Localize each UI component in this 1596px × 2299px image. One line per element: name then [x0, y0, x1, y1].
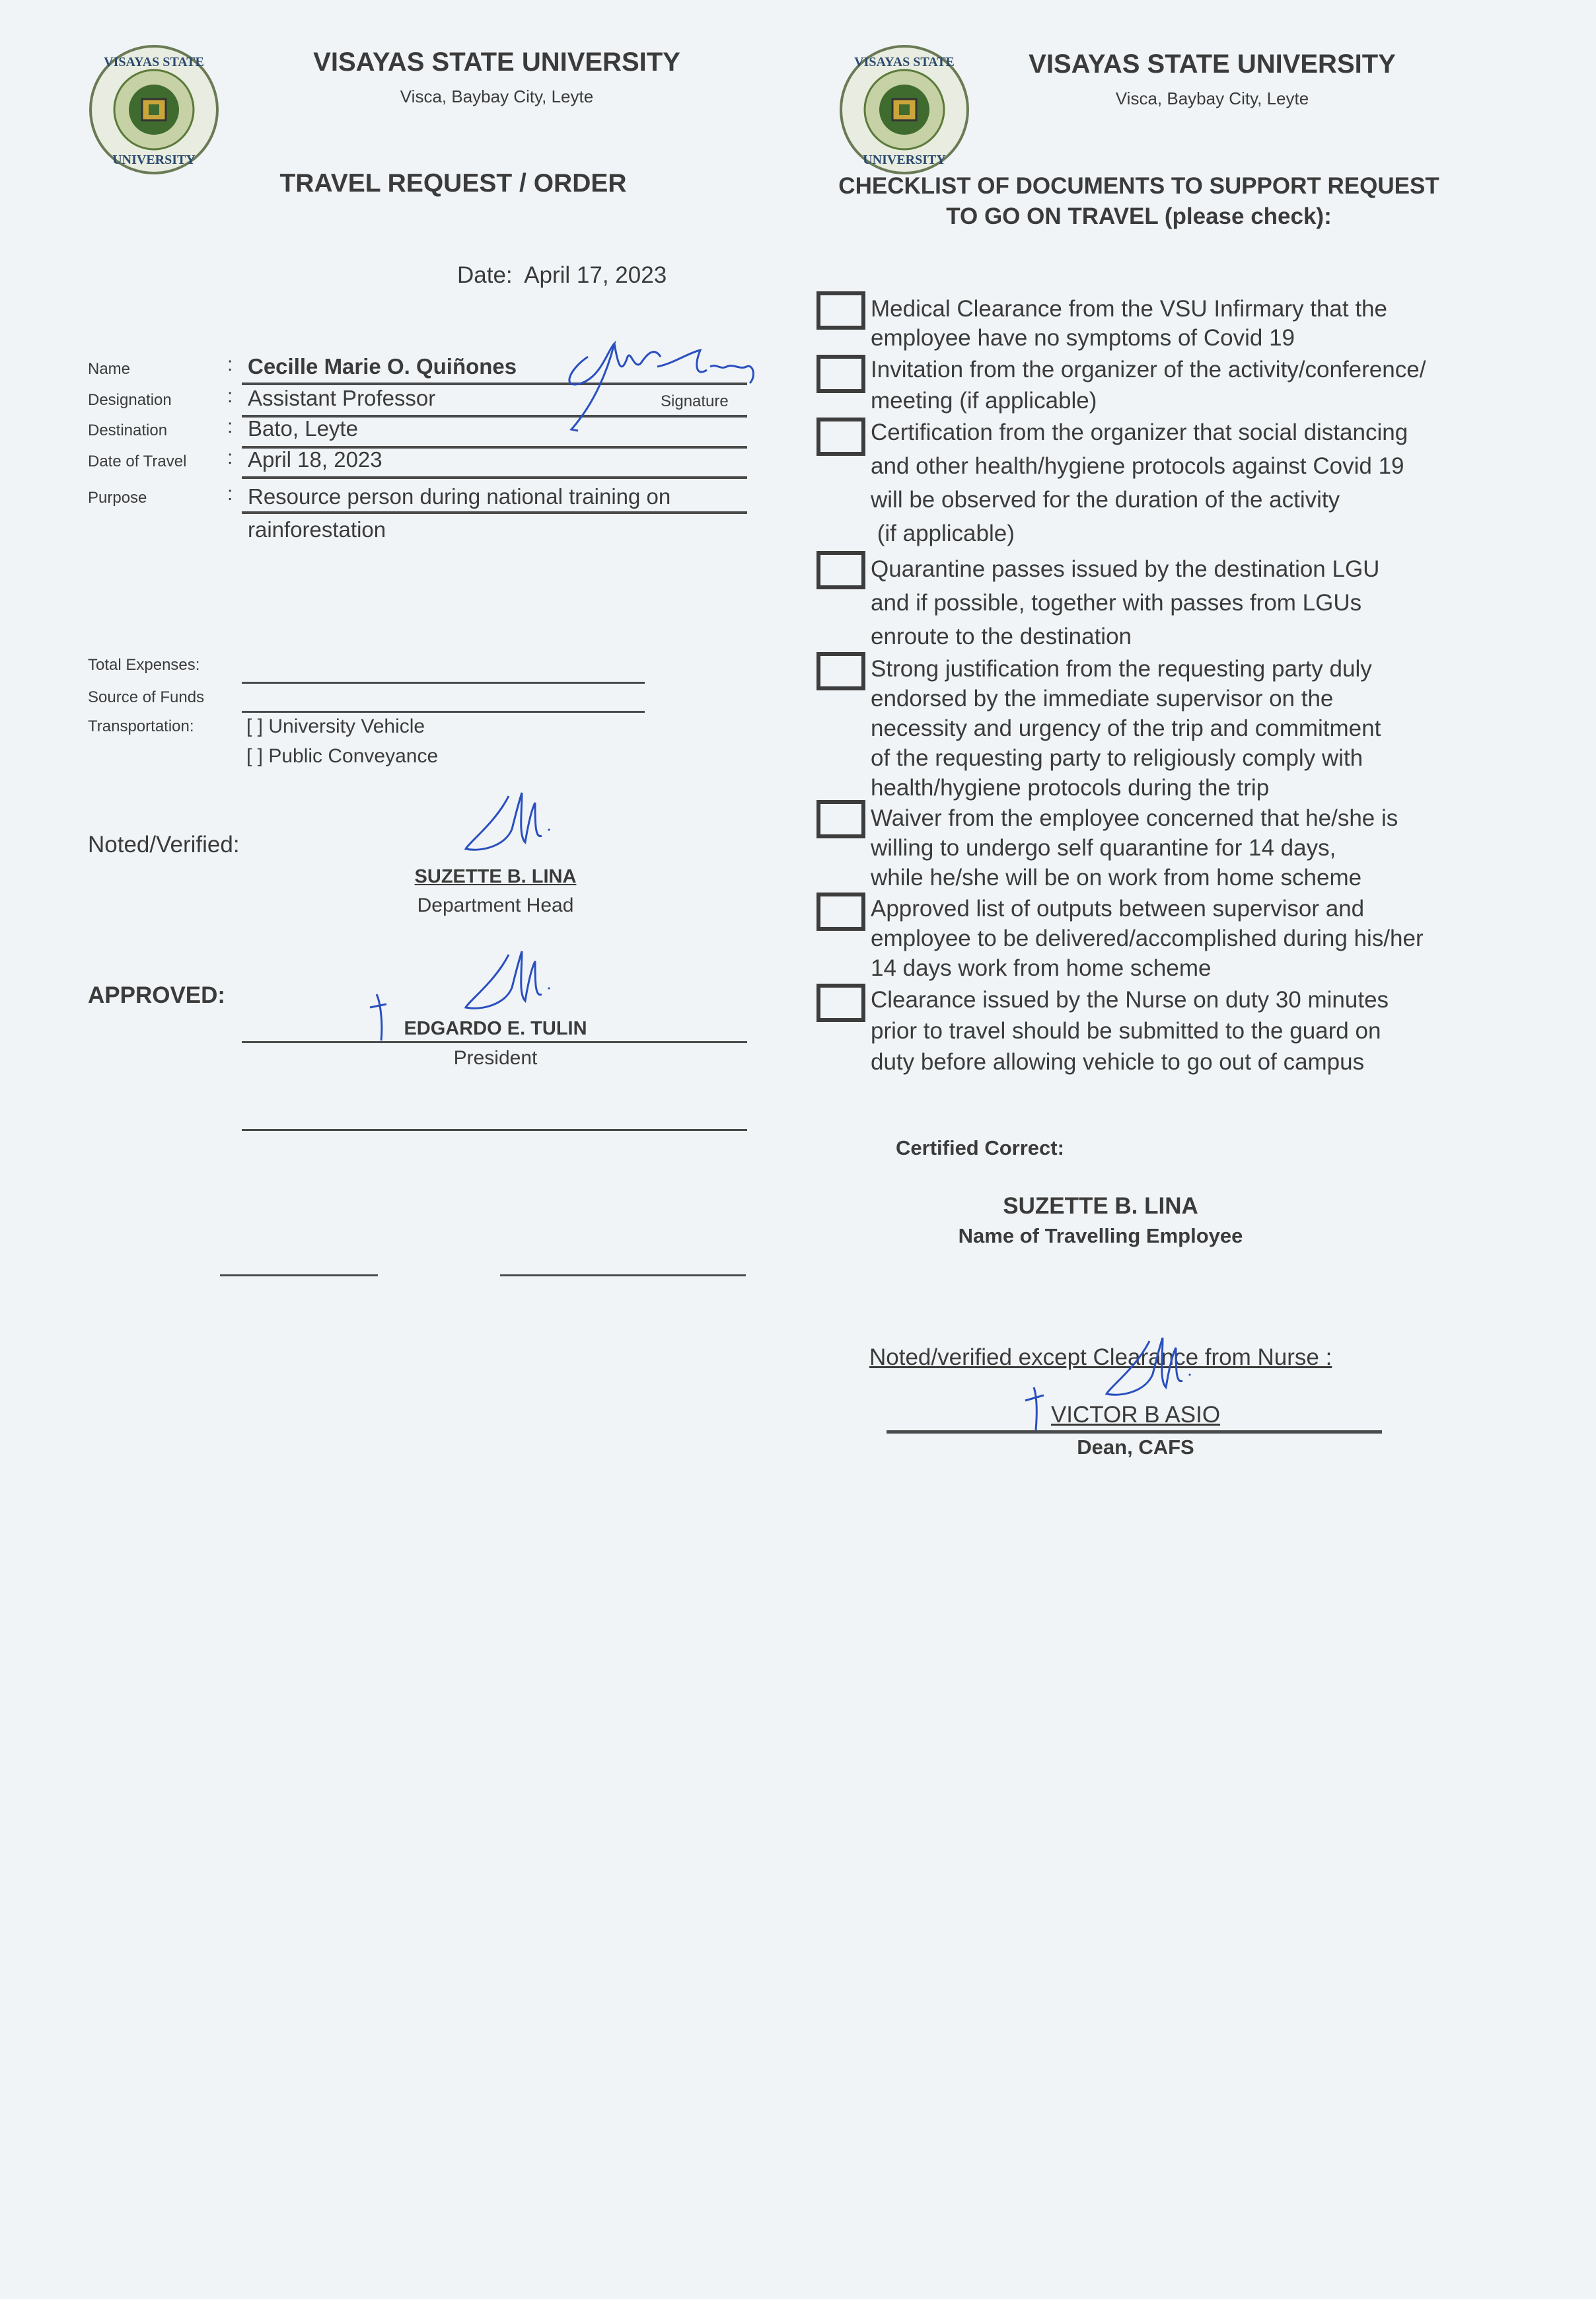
checklist-item-line: endorsed by the immediate supervisor on the [871, 686, 1334, 712]
checklist-item-line: Invitation from the organizer of the activity/conference/ [871, 357, 1426, 383]
checklist-item-line: necessity and urgency of the trip and commitment [871, 715, 1381, 741]
svg-text:VISAYAS STATE: VISAYAS STATE [104, 55, 204, 69]
checklist-item-line: Clearance issued by the Nurse on duty 30 minutes [871, 987, 1389, 1013]
dean-title: Dean, CAFS [1077, 1436, 1194, 1459]
destination-label: Destination [88, 421, 168, 439]
department-head-name: SUZETTE B. LINA [414, 866, 577, 887]
checklist-item-line: (if applicable) [871, 521, 1015, 546]
colon: : [227, 385, 233, 407]
checklist-item-line: Strong justification from the requesting party duly [871, 656, 1372, 682]
checklist-item-line: health/hygiene protocols during the trip [871, 775, 1270, 801]
checklist-item-line: Certification from the organizer that social distancing [871, 420, 1408, 445]
applicant-signature [542, 330, 766, 443]
checklist-item [871, 803, 1398, 893]
checklist-item [871, 416, 1408, 550]
department-head-signature [456, 783, 562, 862]
checklist-item [871, 984, 1389, 1077]
transport-public-conveyance[interactable]: [ ] Public Conveyance [246, 745, 439, 767]
dean-signature-line [887, 1430, 1382, 1434]
total-expenses-line [242, 682, 645, 684]
checklist-item-line: of the requesting party to religiously comply with [871, 745, 1363, 771]
checklist-item-line: and other health/hygiene protocols against Covid 19 [871, 453, 1404, 479]
checklist-checkbox[interactable] [816, 551, 865, 589]
university-name: VISAYAS STATE UNIVERSITY [313, 48, 680, 77]
approved-label: APPROVED: [88, 982, 226, 1008]
total-expenses-label: Total Expenses: [88, 656, 200, 674]
university-seal-logo [838, 44, 970, 176]
checklist-checkbox[interactable] [816, 652, 865, 690]
checklist-item [871, 295, 1387, 353]
checklist-checkbox[interactable] [816, 418, 865, 456]
date-value: April 17, 2023 [524, 262, 667, 288]
signature-label: Signature [661, 392, 729, 410]
president-title: President [453, 1047, 538, 1069]
university-address: Visca, Baybay City, Leyte [400, 87, 594, 106]
checklist-item [871, 552, 1379, 653]
date-of-travel-underline [242, 476, 747, 479]
department-head-title: Department Head [417, 894, 574, 916]
university-address: Visca, Baybay City, Leyte [1115, 89, 1309, 108]
checklist-item [871, 354, 1426, 416]
checklist-item-line: enroute to the destination [871, 624, 1132, 649]
date-of-travel-label: Date of Travel [88, 453, 187, 470]
university-name: VISAYAS STATE UNIVERSITY [1029, 50, 1396, 79]
checklist-checkbox[interactable] [816, 893, 865, 931]
name-value: Cecille Marie O. Quiñones [248, 354, 517, 379]
checklist-title-line2: TO GO ON TRAVEL (please check): [946, 203, 1332, 229]
colon: : [227, 483, 233, 505]
travelling-employee-caption: Name of Travelling Employee [958, 1224, 1243, 1247]
source-of-funds-line [242, 711, 645, 713]
purpose-label: Purpose [88, 489, 147, 507]
noted-verified-text: Noted/verified except Clearance from Nurse : [869, 1344, 1332, 1370]
svg-text:UNIVERSITY: UNIVERSITY [112, 153, 196, 167]
svg-text:VISAYAS STATE: VISAYAS STATE [854, 55, 955, 69]
destination-value: Bato, Leyte [248, 416, 358, 441]
transportation-label: Transportation: [88, 717, 194, 735]
blank-line-short-left [220, 1274, 378, 1276]
svg-text:UNIVERSITY: UNIVERSITY [863, 153, 946, 167]
checklist-checkbox[interactable] [816, 800, 865, 838]
blank-line [242, 1129, 747, 1131]
colon: : [227, 353, 233, 375]
checklist-item-line: meeting (if applicable) [871, 388, 1097, 414]
request-date [457, 262, 667, 289]
designation-label: Designation [88, 391, 172, 409]
checklist-item-line: and if possible, together with passes from LGUs [871, 590, 1362, 616]
colon: : [227, 447, 233, 468]
checklist-item-line: Approved list of outputs between supervisor and [871, 896, 1365, 922]
president-name: EDGARDO E. TULIN [404, 1018, 587, 1039]
purpose-value: Resource person during national training on [248, 484, 671, 509]
checklist-item-line: will be observed for the duration of the activity [871, 487, 1340, 513]
designation-value: Assistant Professor [248, 386, 436, 410]
checklist-item-line: 14 days work from home scheme [871, 955, 1212, 981]
checklist-item-line: while he/she will be on work from home scheme [871, 865, 1362, 891]
checklist-checkbox[interactable] [816, 355, 865, 393]
checklist-item-line: Medical Clearance from the VSU Infirmary that the [871, 296, 1387, 322]
university-seal-logo [88, 44, 220, 176]
checklist-item-line: employee to be delivered/accomplished during his/her [871, 926, 1424, 951]
checklist-checkbox[interactable] [816, 291, 865, 330]
source-of-funds-label: Source of Funds [88, 688, 205, 706]
travelling-employee-name: SUZETTE B. LINA [1003, 1193, 1198, 1219]
noted-verified-label: Noted/Verified: [88, 832, 240, 858]
checklist-item-line: Quarantine passes issued by the destination LGU [871, 556, 1380, 582]
dean-name: VICTOR B ASIO [1050, 1402, 1221, 1428]
checklist-item [871, 894, 1424, 983]
name-label: Name [88, 360, 131, 378]
checklist-item-line: Waiver from the employee concerned that he/she is [871, 805, 1398, 831]
president-line [242, 1041, 747, 1043]
checklist-item-line: willing to undergo self quarantine for 14 days, [871, 835, 1336, 861]
checklist-item [871, 654, 1381, 803]
blank-line-short-right [500, 1274, 746, 1276]
date-label: Date: [457, 262, 513, 288]
checklist-item-line: prior to travel should be submitted to the guard on [871, 1018, 1381, 1044]
colon: : [227, 416, 233, 437]
date-of-travel-value: April 18, 2023 [248, 447, 382, 472]
purpose-underline [242, 511, 747, 514]
checklist-item-line: duty before allowing vehicle to go out of campus [871, 1049, 1365, 1075]
purpose-value-continued: rainforestation [248, 517, 386, 542]
checklist-title-line1: CHECKLIST OF DOCUMENTS TO SUPPORT REQUEST [838, 173, 1439, 199]
checklist-item-line: employee have no symptoms of Covid 19 [871, 325, 1295, 351]
certified-correct-label: Certified Correct: [896, 1136, 1064, 1159]
form-title: TRAVEL REQUEST / ORDER [279, 169, 627, 198]
checklist-checkbox[interactable] [816, 984, 865, 1022]
transport-university-vehicle[interactable]: [ ] University Vehicle [246, 715, 425, 737]
